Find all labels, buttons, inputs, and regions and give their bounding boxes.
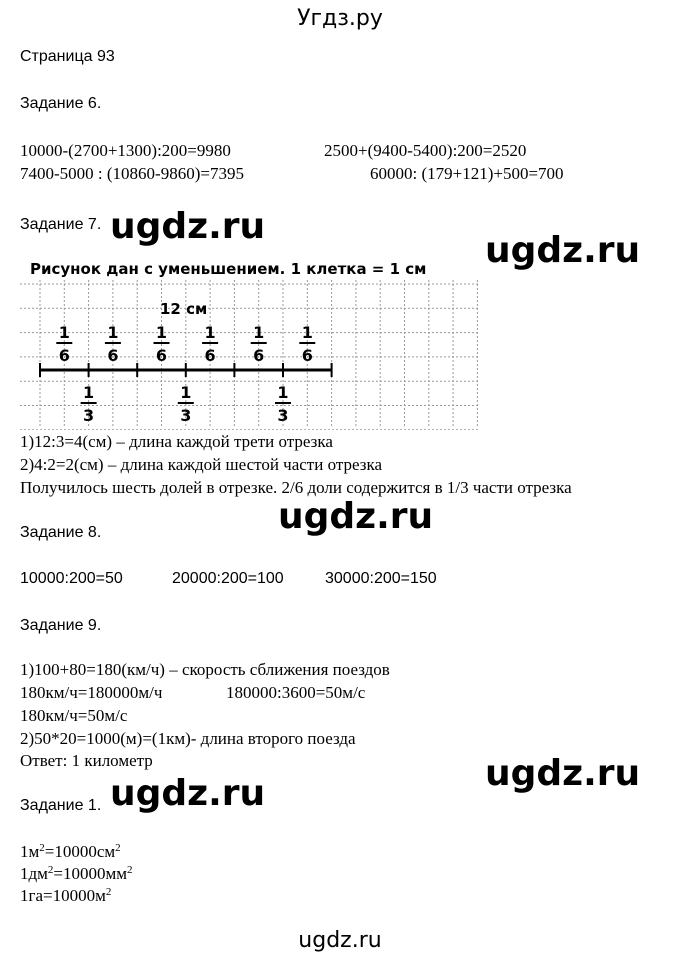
fraction-denominator: 6	[155, 346, 168, 365]
task9-line-3: 180км/ч=50м/с	[20, 706, 128, 725]
segment-figure	[20, 250, 480, 430]
watermark: ugdz.ru	[485, 230, 641, 271]
task6-equation-2: 2500+(9400-5400):200=2520	[324, 141, 527, 160]
fraction-numerator: 1	[180, 383, 192, 402]
fraction-denominator: 3	[180, 406, 192, 425]
task9-answer: Ответ: 1 километр	[20, 751, 153, 770]
task1-title: Задание 1.	[20, 797, 102, 814]
fraction-denominator: 6	[253, 346, 265, 365]
fraction-numerator: 1	[277, 383, 289, 402]
fraction-numerator: 1	[58, 323, 70, 342]
fraction-denominator: 6	[58, 346, 70, 365]
page-label: Страница 93	[20, 48, 115, 65]
task8-equation-3: 30000:200=150	[325, 570, 437, 587]
top-fraction	[202, 323, 218, 365]
watermark: ugdz.ru	[278, 496, 434, 537]
fraction-denominator: 6	[107, 346, 119, 365]
fraction-denominator: 3	[277, 406, 289, 425]
task6-equation-3: 7400-5000 : (10860-9860)=7395	[20, 164, 244, 183]
fraction-numerator: 1	[155, 323, 168, 342]
fraction-denominator: 3	[83, 406, 95, 425]
figure-caption: Рисунок дан с уменьшением. 1 клетка = 1 см	[30, 260, 427, 278]
task7-line-3: Получилось шесть долей в отрезке. 2/6 доли содержится в 1/3 части отрезка	[20, 478, 572, 497]
bottom-fractions	[81, 383, 291, 425]
site-title: Угдз.ру	[297, 6, 383, 31]
fraction-numerator: 1	[253, 323, 265, 342]
task9-line-2b: 180000:3600=50м/с	[226, 683, 366, 702]
fraction-numerator: 1	[204, 323, 216, 342]
task6-equation-4: 60000: (179+121)+500=700	[370, 164, 564, 183]
figure-length-label: 12 см	[160, 300, 208, 318]
task7-title: Задание 7.	[20, 216, 102, 233]
fraction-numerator: 1	[83, 383, 95, 402]
top-fraction	[105, 323, 121, 365]
top-fraction	[251, 323, 267, 365]
task6-title: Задание 6.	[20, 95, 102, 112]
task8-equation-1: 10000:200=50	[20, 570, 123, 587]
task8-title: Задание 8.	[20, 524, 102, 541]
fraction-denominator: 6	[204, 346, 216, 365]
watermark: ugdz.ru	[485, 753, 641, 794]
watermark: ugdz.ru	[110, 773, 266, 814]
task6-equation-1: 10000-(2700+1300):200=9980	[20, 141, 231, 160]
top-fraction	[56, 323, 72, 365]
task9-title: Задание 9.	[20, 617, 102, 634]
task7-line-2: 2)4:2=2(см) – длина каждой шестой части отрезка	[20, 455, 383, 474]
footer-watermark: ugdz.ru	[298, 928, 382, 953]
task9-line-2a: 180км/ч=180000м/ч	[20, 683, 163, 702]
fraction-numerator: 1	[107, 323, 119, 342]
top-fraction	[154, 323, 170, 365]
top-fraction	[299, 323, 315, 365]
task1-line-3: $1га=10000м^2$	[20, 886, 112, 905]
task1-line-2: $1дм^2=10000мм^2$	[20, 864, 133, 883]
task7-line-1: 1)12:3=4(см) – длина каждой трети отрезка	[20, 432, 333, 451]
bottom-fraction	[81, 383, 97, 425]
fraction-numerator: 1	[301, 323, 313, 342]
watermark: ugdz.ru	[110, 206, 266, 247]
task8-equation-2: 20000:200=100	[172, 570, 284, 587]
bottom-fraction	[275, 383, 291, 425]
task1-line-1: $1м^2=10000см^2$	[20, 842, 121, 861]
task9-line-4: 2)50*20=1000(м)=(1км)- длина второго поезда	[20, 729, 356, 748]
bottom-fraction	[178, 383, 194, 425]
fraction-denominator: 6	[301, 346, 313, 365]
task9-line-1: 1)100+80=180(км/ч) – скорость сближения поездов	[20, 660, 390, 679]
